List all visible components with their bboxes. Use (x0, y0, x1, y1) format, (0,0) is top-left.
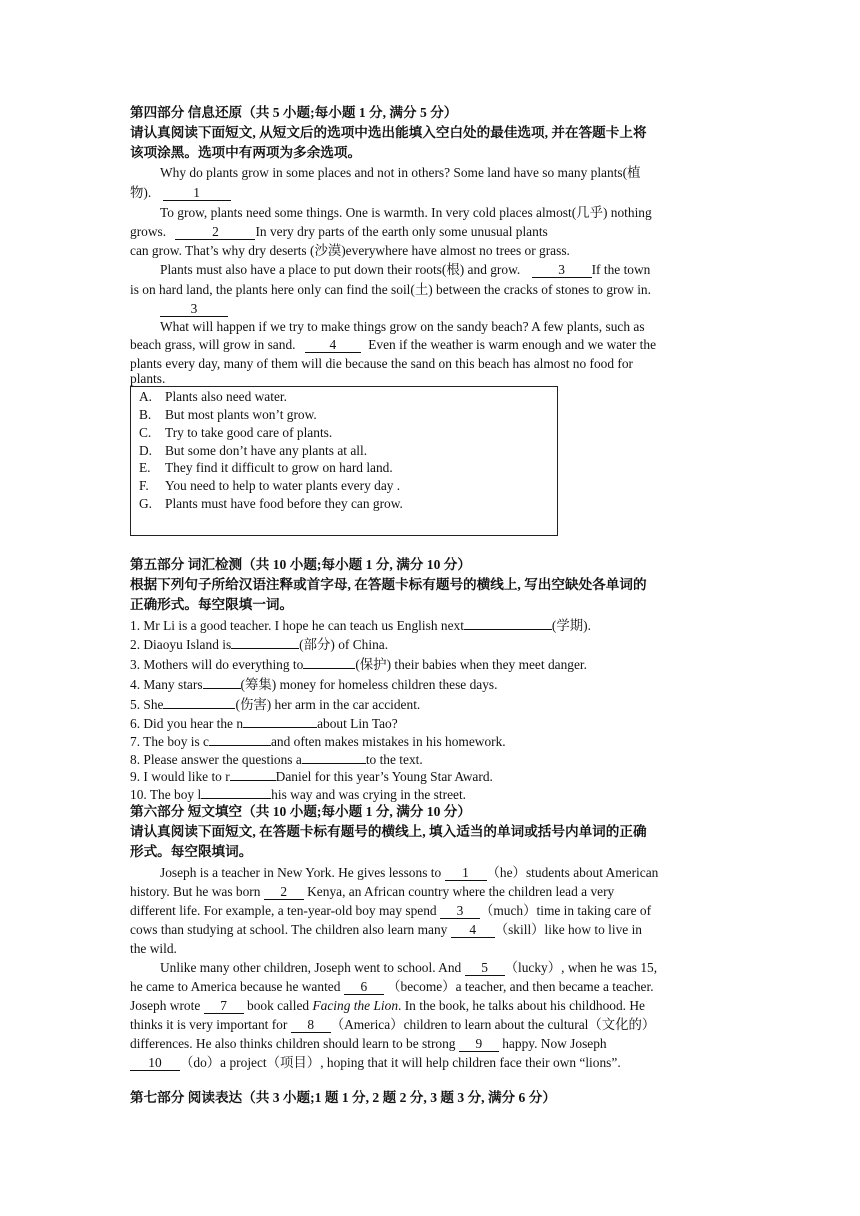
cloze-line-6: Unlike many other children, Joseph went to school. And 5 （lucky）, when he was 15, (160, 960, 658, 975)
part4-heading: 第四部分 信息还原（共 5 小题;每小题 1 分, 满分 5 分） (130, 105, 458, 120)
cloze-blank-1: 1 (445, 866, 487, 881)
blank-1: 1 (163, 186, 231, 201)
part7-heading: 第七部分 阅读表达（共 3 小题;1 题 1 分, 2 题 2 分, 3 题 3 分, 满分 6 分） (130, 1090, 556, 1105)
vocab-item-3: 3. Mothers will do everything to (保护) their babies when they meet danger. (130, 657, 587, 672)
option-d: D. But some don’t have any plants at all. (139, 443, 368, 458)
book-title: Facing the Lion (312, 998, 399, 1013)
vocab-item-4: 4. Many stars (筹集) money for homeless children these days. (130, 677, 498, 692)
vocab-item-2: 2. Diaoyu Island is (部分) of China. (130, 637, 389, 652)
options-box (130, 386, 558, 536)
part5-instruction-line2: 正确形式。每空限填一词。 (130, 597, 294, 612)
part4-paragraph4-line2: beach grass, will grow in sand. 4 Even if the weather is warm enough and we water the (130, 337, 657, 352)
part5-heading: 第五部分 词汇检测（共 10 小题;每小题 1 分, 满分 10 分） (130, 557, 471, 572)
part4-paragraph3-line3 (160, 300, 228, 318)
vocab-item-5: 5. She (伤害) her arm in the car accident. (130, 697, 421, 712)
part4-paragraph2-line2: grows. 2 In very dry parts of the earth only some unusual plants (130, 224, 548, 239)
cloze-blank-7: 7 (204, 999, 244, 1014)
cloze-line-3: different life. For example, a ten-year-old boy may spend 3 （much）time in taking care of (130, 903, 652, 918)
cloze-blank-6: 6 (344, 980, 384, 995)
cloze-line-4: cows than studying at school. The children also learn many 4 （skill）like how to live in (130, 922, 642, 937)
option-g: G. Plants must have food before they can grow. (139, 496, 403, 511)
cloze-line-8: Joseph wrote 7 book called Facing the Lion. In the book, he talks about his childhood. He (130, 998, 645, 1013)
cloze-blank-10: 10 (130, 1056, 180, 1071)
option-f: F. You need to help to water plants every day . (139, 478, 401, 493)
part4-paragraph2-line3: can grow. That’s why dry deserts (沙漠)everywhere have almost no trees or grass. (130, 243, 570, 258)
part4-paragraph4-line3: plants every day, many of them will die because the sand on this beach has almost no food for (130, 356, 634, 371)
option-b: B. But most plants won’t grow. (139, 407, 317, 422)
part4-paragraph2-line1: To grow, plants need some things. One is warmth. In very cold places almost(几乎) nothing (160, 205, 652, 220)
part4-paragraph1-line1: Why do plants grow in some places and not in others? Some land have so many plants(植 (160, 165, 641, 180)
blank-3: 3 (532, 263, 592, 278)
part4-paragraph4-line1: What will happen if we try to make things grow on the sandy beach? A few plants, such as (160, 319, 645, 334)
cloze-line-10: differences. He also thinks children should learn to be strong 9 happy. Now Joseph (130, 1036, 607, 1051)
cloze-line-7: he came to America because he wanted 6 （become）a teacher, and then became a teacher. (130, 979, 654, 994)
option-c: C. Try to take good care of plants. (139, 425, 333, 440)
cloze-blank-2: 2 (264, 885, 304, 900)
vocab-item-1: 1. Mr Li is a good teacher. I hope he can teach us English next (学期). (130, 618, 591, 633)
part4-paragraph1-line2: 物). 1 (130, 184, 231, 202)
vocab-item-7: 7. The boy is c and often makes mistakes in his homework. (130, 734, 506, 749)
part6-heading: 第六部分 短文填空（共 10 小题;每小题 1 分, 满分 10 分） (130, 804, 471, 819)
part6-instruction-line1: 请认真阅读下面短文, 在答题卡标有题号的横线上, 填入适当的单词或括号内单词的正确 (130, 824, 647, 839)
part4-paragraph3-line1: Plants must also have a place to put down their roots(根) and grow. 3 If the town (160, 262, 651, 277)
part5-instruction-line1: 根据下列句子所给汉语注释或首字母, 在答题卡标有题号的横线上, 写出空缺处各单词的 (130, 577, 647, 592)
vocab-item-6: 6. Did you hear the n about Lin Tao? (130, 716, 398, 731)
vocab-item-8: 8. Please answer the questions a to the text. (130, 752, 423, 767)
part4-instruction-line1: 请认真阅读下面短文, 从短文后的选项中选出能填入空白处的最佳选项, 并在答题卡上将 (130, 125, 647, 140)
cloze-line-5: the wild. (130, 941, 177, 956)
option-a: A. Plants also need water. (139, 389, 287, 404)
cloze-line-2: history. But he was born 2 Kenya, an African country where the children lead a very (130, 884, 615, 899)
option-e: E. They find it difficult to grow on hard land. (139, 460, 393, 475)
part4-instruction-line2: 该项涂黑。选项中有两项为多余选项。 (130, 145, 362, 160)
cloze-blank-4: 4 (451, 923, 495, 938)
vocab-item-9: 9. I would like to r Daniel for this year’s Young Star Award. (130, 769, 493, 784)
cloze-line-1: Joseph is a teacher in New York. He gives lessons to 1 （he）students about American (160, 865, 659, 880)
vocab-item-10: 10. The boy l his way and was crying in the street. (130, 787, 467, 802)
blank-4: 4 (305, 338, 361, 353)
part4-paragraph3-line2: is on hard land, the plants here only can find the soil(土) between the cracks of stones to grow in. (130, 282, 651, 297)
cloze-line-11: 10 （do）a project（项目）, hoping that it will help children face their own “lions”. (130, 1054, 621, 1072)
cloze-line-9: thinks it is very important for 8 （America）children to learn about the cultural（文化的） (130, 1017, 656, 1032)
cloze-blank-3: 3 (440, 904, 480, 919)
part4-paragraph4-line4: plants. (130, 371, 166, 386)
cloze-blank-8: 8 (291, 1018, 331, 1033)
blank-3-repeat: 3 (160, 302, 228, 317)
cloze-blank-5: 5 (465, 961, 505, 976)
blank-2: 2 (175, 225, 255, 240)
cloze-blank-9: 9 (459, 1037, 499, 1052)
part6-instruction-line2: 形式。每空限填词。 (130, 844, 253, 859)
